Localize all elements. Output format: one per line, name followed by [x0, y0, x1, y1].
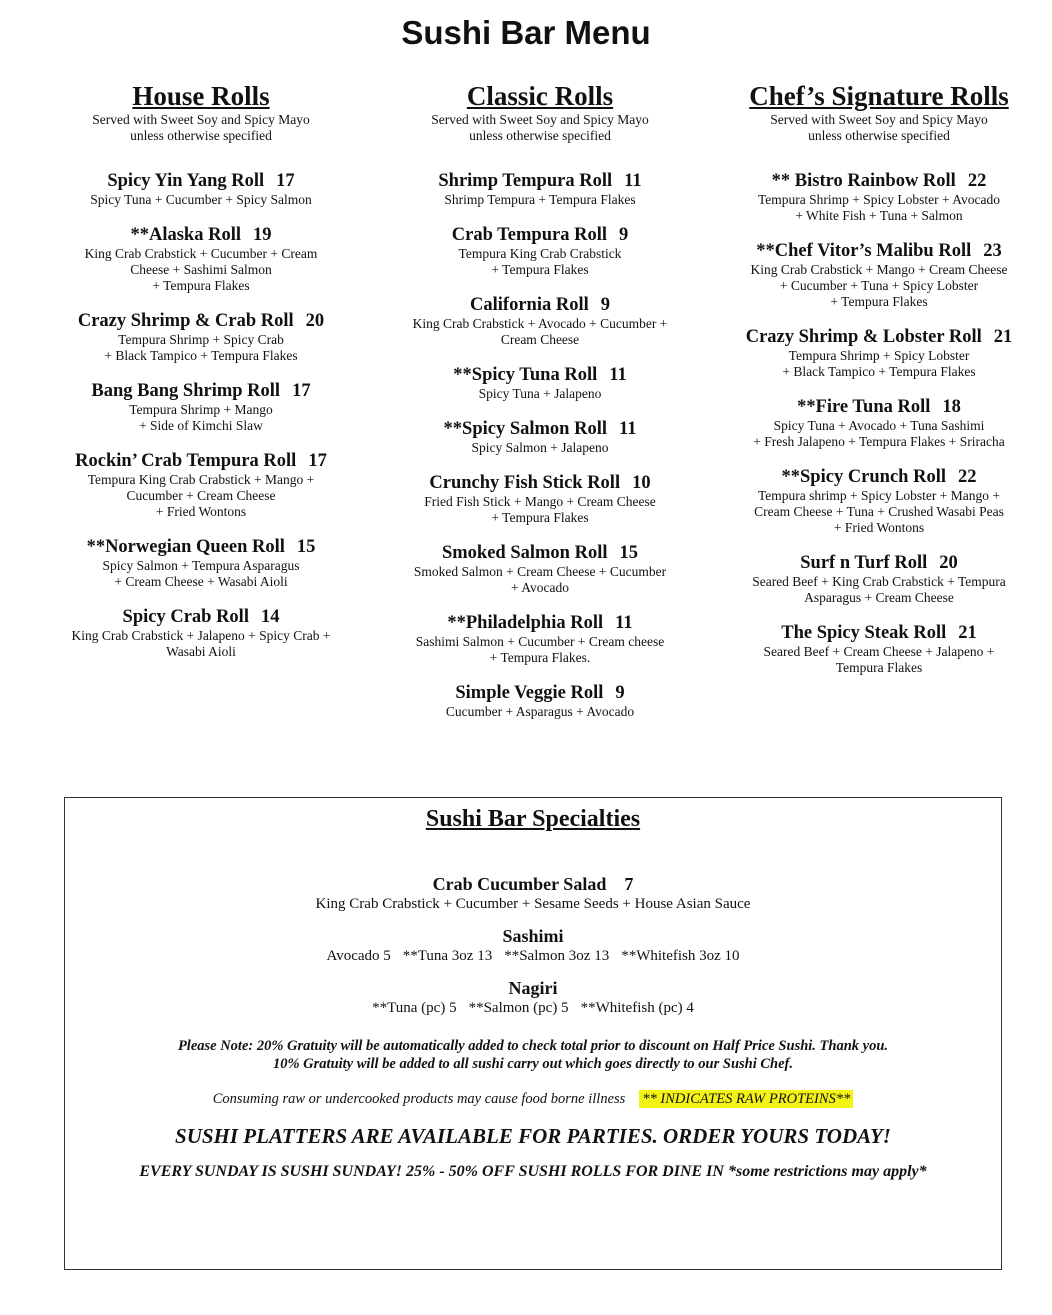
nagiri-heading: Nagiri — [508, 978, 558, 998]
item-description: Tempura King Crab Crabstick + Mango + — [87, 472, 315, 487]
item-description: + Black Tampico + Tempura Flakes — [104, 348, 298, 363]
item-name: **Spicy Crunch Roll — [781, 467, 946, 487]
specialty-entry: **Whitefish 3oz 10 — [621, 948, 740, 964]
item-price: 11 — [618, 419, 637, 439]
salad-block — [65, 873, 1001, 913]
item-description: Smoked Salmon + Cream Cheese + Cucumber — [413, 564, 667, 579]
menu-item — [385, 170, 695, 208]
menu-item — [718, 240, 1040, 310]
sashimi-list — [65, 947, 1001, 965]
item-description: + Black Tampico + Tempura Flakes — [782, 364, 976, 379]
menu-title: Sushi Bar Menu — [401, 14, 651, 51]
item-description: Seared Beef + Cream Cheese + Jalapeno + — [763, 644, 995, 659]
column-subtitle — [718, 112, 1040, 144]
item-name: **Alaska Roll — [130, 225, 241, 245]
item-description: Tempura Shrimp + Spicy Lobster + Avocado — [758, 192, 1000, 207]
menu-item — [385, 224, 695, 278]
column-subtitle — [45, 112, 357, 144]
item-price: 14 — [260, 607, 280, 627]
specialty-entry: Avocado 5 — [326, 948, 391, 964]
item-description: Fried Fish Stick + Mango + Cream Cheese — [424, 494, 656, 509]
item-price: 15 — [296, 537, 316, 557]
specialty-entry: **Salmon (pc) 5 — [468, 1000, 569, 1016]
nagiri-list — [65, 999, 1001, 1017]
item-price: 20 — [305, 311, 325, 331]
item-price: 17 — [276, 171, 295, 191]
column-heading: House Rolls — [132, 81, 270, 111]
raw-warning-line — [65, 1091, 1001, 1108]
gratuity-note: Please Note: 20% Gratuity will be automatically added to check total prior to discount on Half Price Sushi. Thank you. — [177, 1038, 889, 1054]
item-name: Rockin’ Crab Tempura Roll — [75, 451, 297, 471]
item-price: 9 — [618, 225, 629, 245]
item-description: + Fried Wontons — [155, 504, 247, 519]
salad-desc: King Crab Crabstick + Cucumber + Sesame Seeds + House Asian Sauce — [315, 896, 751, 912]
item-description: Asparagus + Cream Cheese — [804, 590, 954, 605]
item-description: + Tempura Flakes — [491, 510, 589, 525]
item-description: Sashimi Salmon + Cucumber + Cream cheese — [415, 634, 665, 649]
item-description: + Cream Cheese + Wasabi Aioli — [114, 574, 288, 589]
item-description: King Crab Crabstick + Avocado + Cucumber + — [412, 316, 668, 331]
item-description: King Crab Crabstick + Cucumber + Cream — [84, 246, 318, 261]
item-name: **Philadelphia Roll — [447, 613, 604, 633]
item-description: Tempura Flakes — [835, 660, 923, 675]
item-name: **Spicy Salmon Roll — [443, 419, 607, 439]
item-description: + Fresh Jalapeno + Tempura Flakes + Sriracha — [753, 434, 1005, 449]
specialty-entry: **Whitefish (pc) 4 — [580, 1000, 694, 1016]
item-name: Crunchy Fish Stick Roll — [429, 473, 621, 493]
subtitle-line: unless otherwise specified — [808, 128, 950, 143]
salad-name: Crab Cucumber Salad — [432, 874, 607, 894]
subtitle-line: Served with Sweet Soy and Spicy Mayo — [431, 112, 649, 127]
item-description: Cucumber + Cream Cheese — [126, 488, 276, 503]
column-heading: Classic Rolls — [466, 81, 614, 111]
item-description: + Cucumber + Tuna + Spicy Lobster — [779, 278, 979, 293]
item-description: Tempura Shrimp + Mango — [129, 402, 273, 417]
subtitle-line: unless otherwise specified — [469, 128, 611, 143]
item-description: + Side of Kimchi Slaw — [139, 418, 263, 433]
item-price: 21 — [958, 623, 977, 643]
item-price: 10 — [632, 473, 651, 493]
item-description: Cucumber + Asparagus + Avocado — [445, 704, 635, 719]
menu-item — [385, 612, 695, 666]
item-description: Spicy Salmon + Jalapeno — [471, 440, 609, 455]
menu-item — [45, 224, 357, 294]
item-price: 19 — [253, 225, 272, 245]
item-description: Tempura King Crab Crabstick — [458, 246, 622, 261]
item-name: Bang Bang Shrimp Roll — [91, 381, 281, 401]
menu-item — [45, 536, 357, 590]
item-name: Spicy Crab Roll — [122, 607, 249, 627]
item-name: Simple Veggie Roll — [455, 683, 604, 703]
signature-rolls-column — [718, 80, 1040, 692]
item-description: + White Fish + Tuna + Salmon — [795, 208, 963, 223]
item-description: Wasabi Aioli — [166, 644, 236, 659]
menu-item — [45, 606, 357, 660]
menu-item — [718, 396, 1040, 450]
item-description: Tempura shrimp + Spicy Lobster + Mango + — [758, 488, 1000, 503]
item-description: Spicy Tuna + Avocado + Tuna Sashimi — [773, 418, 985, 433]
item-name: **Spicy Tuna Roll — [453, 365, 598, 385]
item-description: Cream Cheese + Tuna + Crushed Wasabi Peas — [754, 504, 1004, 519]
item-description: + Avocado — [511, 580, 569, 595]
menu-item — [385, 364, 695, 402]
menu-item — [385, 472, 695, 526]
item-description: King Crab Crabstick + Mango + Cream Cheese — [750, 262, 1008, 277]
item-name: Smoked Salmon Roll — [441, 543, 608, 563]
item-description: Spicy Tuna + Cucumber + Spicy Salmon — [90, 192, 312, 207]
menu-item — [385, 418, 695, 456]
item-price: 22 — [967, 171, 987, 191]
carryout-note: 10% Gratuity will be added to all sushi carry out which goes directly to our Sushi Chef. — [272, 1056, 794, 1072]
item-price: 17 — [292, 381, 311, 401]
menu-item — [385, 542, 695, 596]
menu-item — [718, 622, 1040, 676]
classic-rolls-column — [385, 80, 695, 736]
item-description: + Tempura Flakes — [491, 262, 589, 277]
item-price: 22 — [957, 467, 977, 487]
specialties-heading: Sushi Bar Specialties — [425, 806, 641, 832]
item-name: Spicy Yin Yang Roll — [107, 171, 265, 191]
item-description: King Crab Crabstick + Jalapeno + Spicy Crab + — [71, 628, 331, 643]
menu-item — [718, 466, 1040, 536]
item-description: + Tempura Flakes. — [489, 650, 591, 665]
item-description: Cheese + Sashimi Salmon — [130, 262, 272, 277]
sashimi-block — [65, 925, 1001, 965]
item-description: Tempura Shrimp + Spicy Crab — [118, 332, 284, 347]
menu-item — [718, 552, 1040, 606]
item-name: Surf n Turf Roll — [800, 553, 928, 573]
menu-item — [45, 170, 357, 208]
item-name: ** Bistro Rainbow Roll — [771, 171, 956, 191]
item-description: Cream Cheese — [500, 332, 580, 347]
sushi-sunday-promo: EVERY SUNDAY IS SUSHI SUNDAY! 25% - 50% OFF SUSHI ROLLS FOR DINE IN *some restrictions may apply* — [139, 1163, 927, 1180]
item-description: Spicy Salmon + Tempura Asparagus — [102, 558, 300, 573]
subtitle-line: Served with Sweet Soy and Spicy Mayo — [92, 112, 310, 127]
raw-warning: Consuming raw or undercooked products may cause food borne illness — [212, 1091, 626, 1107]
item-price: 18 — [942, 397, 961, 417]
item-price: 11 — [624, 171, 642, 191]
item-price: 9 — [615, 683, 625, 703]
menu-item — [45, 380, 357, 434]
item-name: **Norwegian Queen Roll — [86, 537, 285, 557]
menu-item — [45, 450, 357, 520]
item-price: 23 — [983, 241, 1002, 261]
item-price: 11 — [615, 613, 633, 633]
subtitle-line: unless otherwise specified — [130, 128, 272, 143]
item-description: Seared Beef + King Crab Crabstick + Tempura — [752, 574, 1006, 589]
specialty-entry: **Salmon 3oz 13 — [504, 948, 610, 964]
item-price: 11 — [609, 365, 627, 385]
nagiri-block — [65, 977, 1001, 1017]
item-price: 21 — [993, 327, 1013, 347]
house-rolls-column — [45, 80, 357, 676]
item-name: Crab Tempura Roll — [451, 225, 607, 245]
item-name: **Chef Vitor’s Malibu Roll — [756, 241, 972, 261]
item-price: 17 — [308, 451, 327, 471]
item-price: 15 — [619, 543, 638, 563]
item-description: + Tempura Flakes — [152, 278, 250, 293]
item-description: Spicy Tuna + Jalapeno — [478, 386, 602, 401]
item-description: Shrimp Tempura + Tempura Flakes — [444, 192, 636, 207]
item-name: **Fire Tuna Roll — [797, 397, 931, 417]
column-heading: Chef’s Signature Rolls — [749, 81, 1009, 111]
item-description: + Fried Wontons — [833, 520, 925, 535]
item-name: Crazy Shrimp & Crab Roll — [77, 311, 294, 331]
menu-item — [385, 682, 695, 720]
item-description: + Tempura Flakes — [830, 294, 928, 309]
specialties-box — [64, 797, 1002, 1270]
salad-price: 7 — [624, 874, 634, 894]
column-subtitle — [385, 112, 695, 144]
item-name: Crazy Shrimp & Lobster Roll — [745, 327, 982, 347]
raw-indicator-badge: ** INDICATES RAW PROTEINS** — [639, 1090, 853, 1108]
item-price: 9 — [600, 295, 610, 315]
menu-item — [385, 294, 695, 348]
subtitle-line: Served with Sweet Soy and Spicy Mayo — [770, 112, 988, 127]
menu-item — [45, 310, 357, 364]
specialty-entry: **Tuna 3oz 13 — [402, 948, 493, 964]
sashimi-heading: Sashimi — [502, 926, 564, 946]
item-description: Tempura Shrimp + Spicy Lobster — [788, 348, 970, 363]
menu-item — [718, 326, 1040, 380]
item-name: Shrimp Tempura Roll — [438, 171, 613, 191]
item-name: California Roll — [470, 295, 589, 315]
specialty-entry: **Tuna (pc) 5 — [372, 1000, 457, 1016]
platters-promo: SUSHI PLATTERS ARE AVAILABLE FOR PARTIES. ORDER YOURS TODAY! — [175, 1124, 891, 1148]
menu-item — [718, 170, 1040, 224]
item-price: 20 — [939, 553, 958, 573]
item-name: The Spicy Steak Roll — [781, 623, 947, 643]
